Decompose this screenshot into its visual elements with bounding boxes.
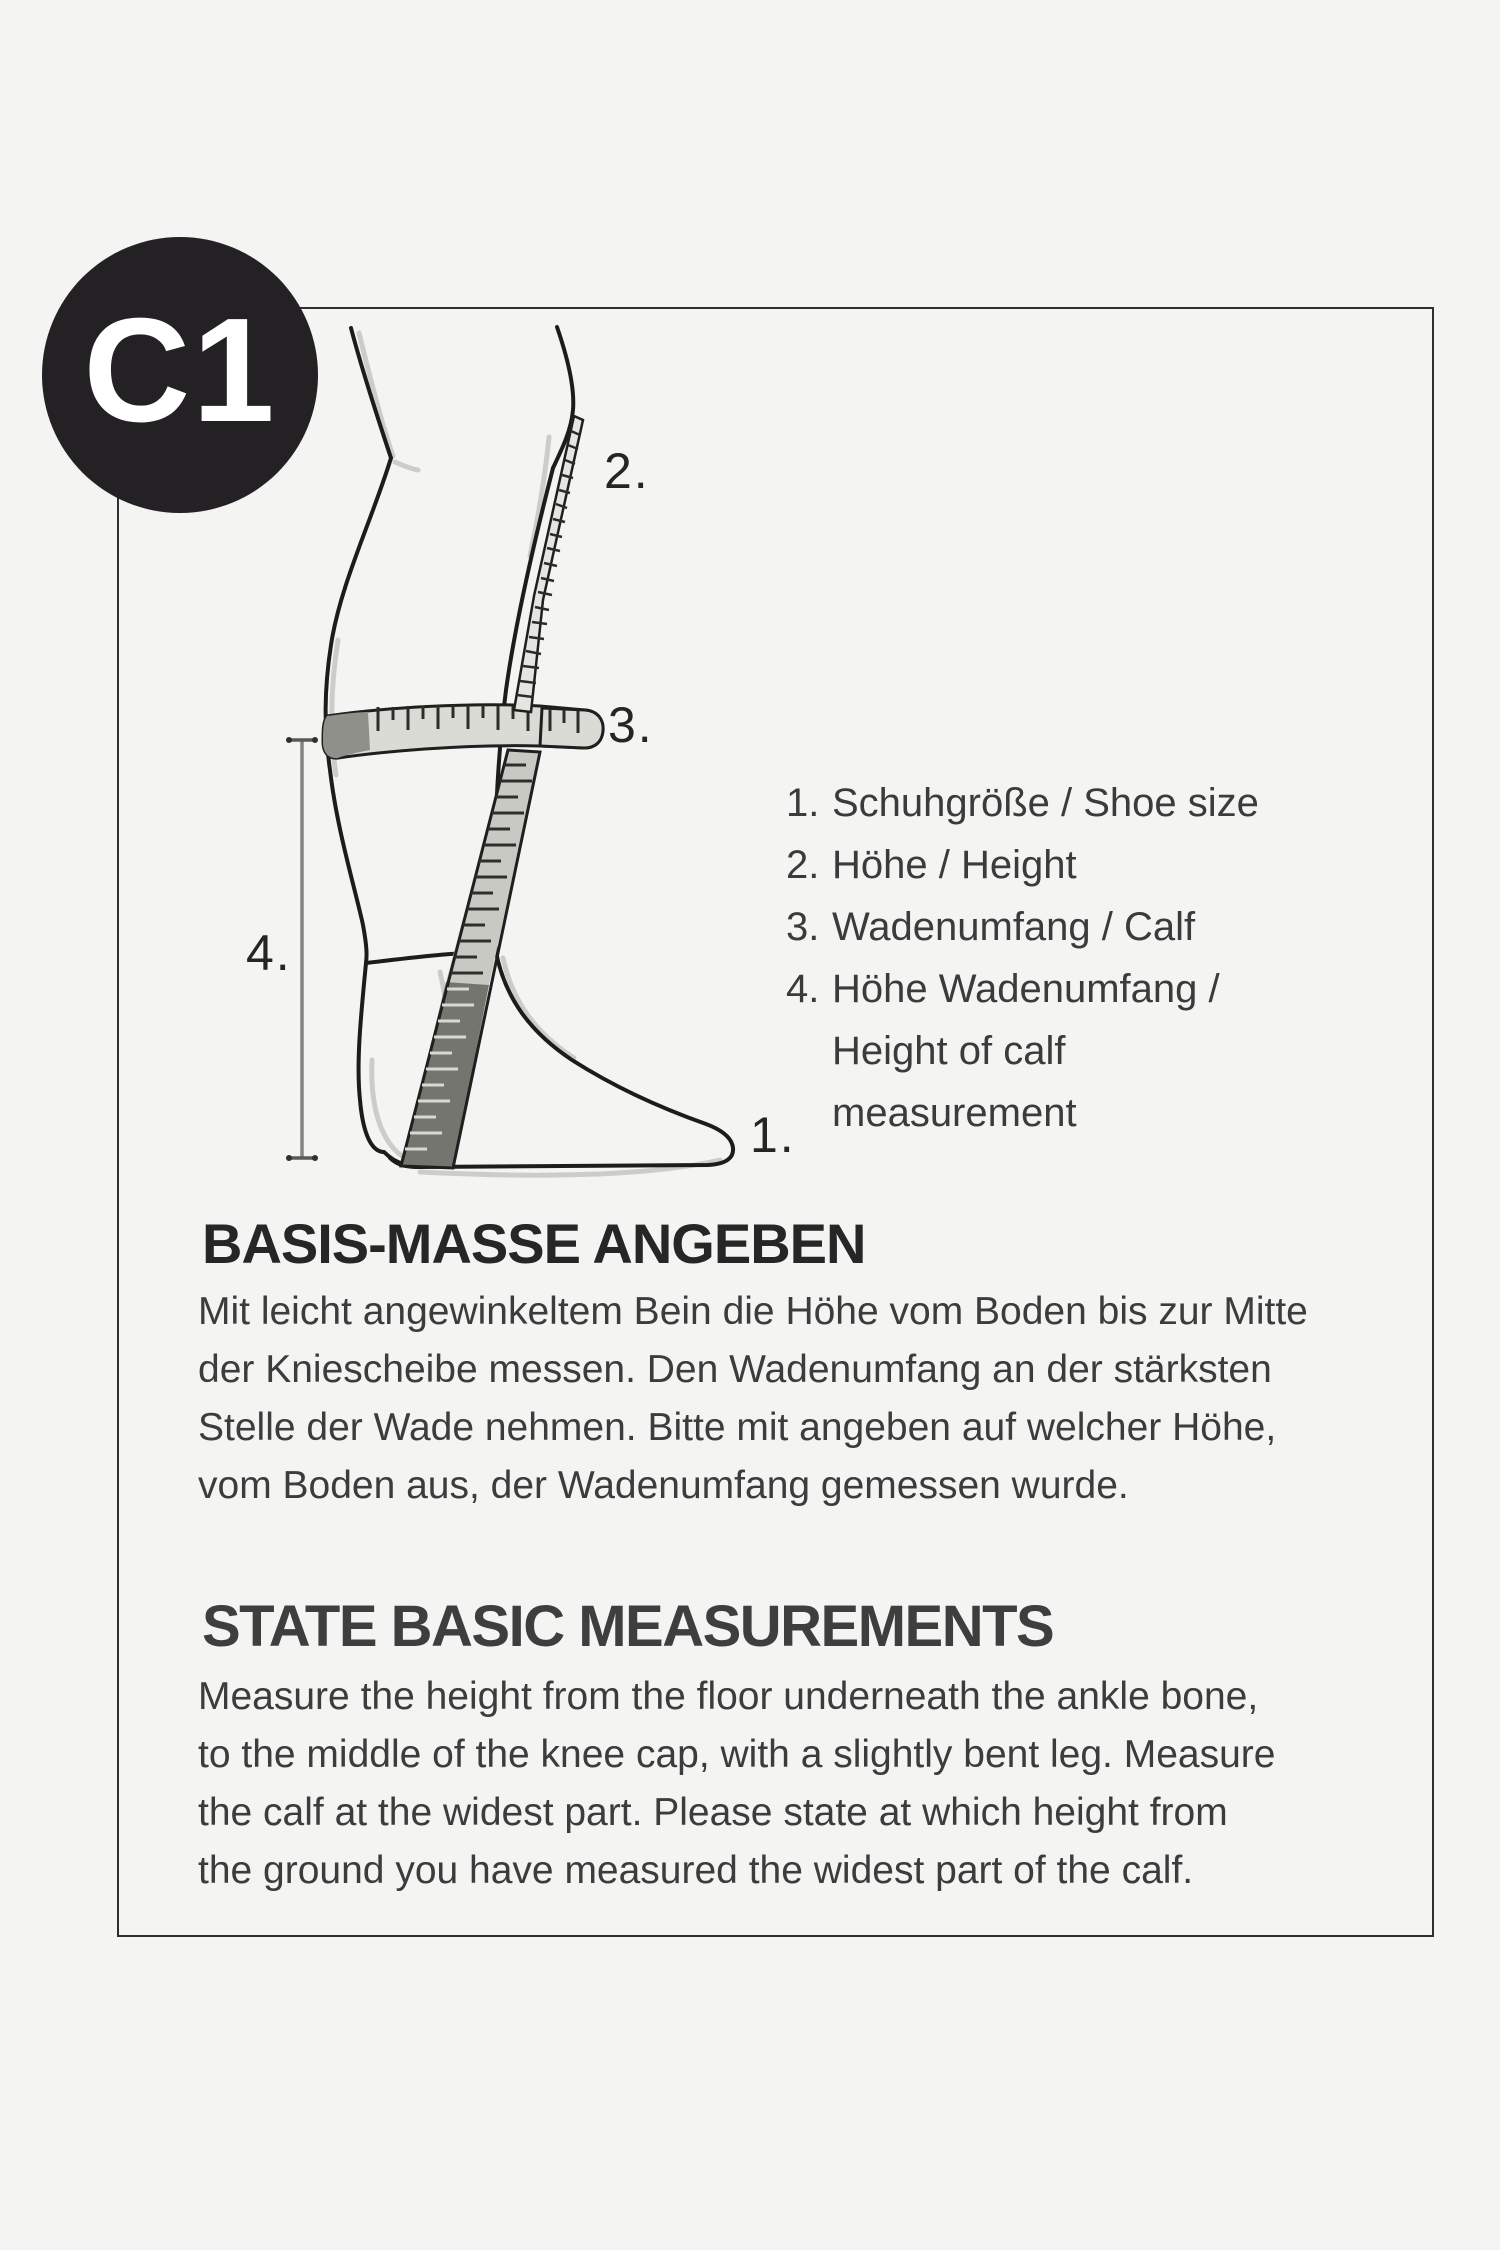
legend-label: Wadenumfang / Calf xyxy=(832,905,1196,949)
paragraph-english xyxy=(198,1668,1398,1900)
callout-height: 2. xyxy=(604,443,650,499)
callout-calf-height: 4. xyxy=(246,925,292,981)
legend-number: 4. xyxy=(786,967,820,1011)
badge-label: C1 xyxy=(83,288,277,453)
legend-label: Schuhgröße / Shoe size xyxy=(832,781,1259,825)
paragraph-line: vom Boden aus, der Wadenumfang gemessen wurde. xyxy=(198,1464,1129,1507)
measurement-legend xyxy=(786,772,1306,1144)
paragraph-line: the calf at the widest part. Please state at which height from xyxy=(198,1791,1228,1834)
paragraph-german xyxy=(198,1283,1398,1515)
paragraph-line: Mit leicht angewinkeltem Bein die Höhe vom Boden bis zur Mitte xyxy=(198,1290,1308,1333)
legend-item-calf-height xyxy=(786,958,1306,1020)
paragraph-line: the ground you have measured the widest part of the calf. xyxy=(198,1849,1194,1892)
legend-item-height xyxy=(786,834,1306,896)
section-heading-german: BASIS-MASSE ANGEBEN xyxy=(202,1212,866,1275)
legend-item-shoe-size xyxy=(786,772,1306,834)
paragraph-line: der Kniescheibe messen. Den Wadenumfang an der stärksten xyxy=(198,1348,1272,1391)
legend-item-calf xyxy=(786,896,1306,958)
legend-number: 3. xyxy=(786,905,820,949)
legend-label: Höhe Wadenumfang / xyxy=(832,967,1220,1011)
callout-calf: 3. xyxy=(608,697,654,753)
section-heading-english: STATE BASIC MEASUREMENTS xyxy=(202,1594,1054,1659)
legend-item-calf-height-line2: Height of calf measurement xyxy=(832,1029,1077,1135)
paragraph-line: Measure the height from the floor underneath the ankle bone, xyxy=(198,1675,1259,1718)
badge-circle xyxy=(42,237,318,513)
paragraph-line: Stelle der Wade nehmen. Bitte mit angeben auf welcher Höhe, xyxy=(198,1406,1277,1449)
legend-label: Höhe / Height xyxy=(832,843,1077,887)
callout-shoe-size: 1. xyxy=(750,1107,796,1163)
paragraph-line: to the middle of the knee cap, with a slightly bent leg. Measure xyxy=(198,1733,1276,1776)
legend-number: 2. xyxy=(786,843,820,887)
legend-number: 1. xyxy=(786,781,820,825)
